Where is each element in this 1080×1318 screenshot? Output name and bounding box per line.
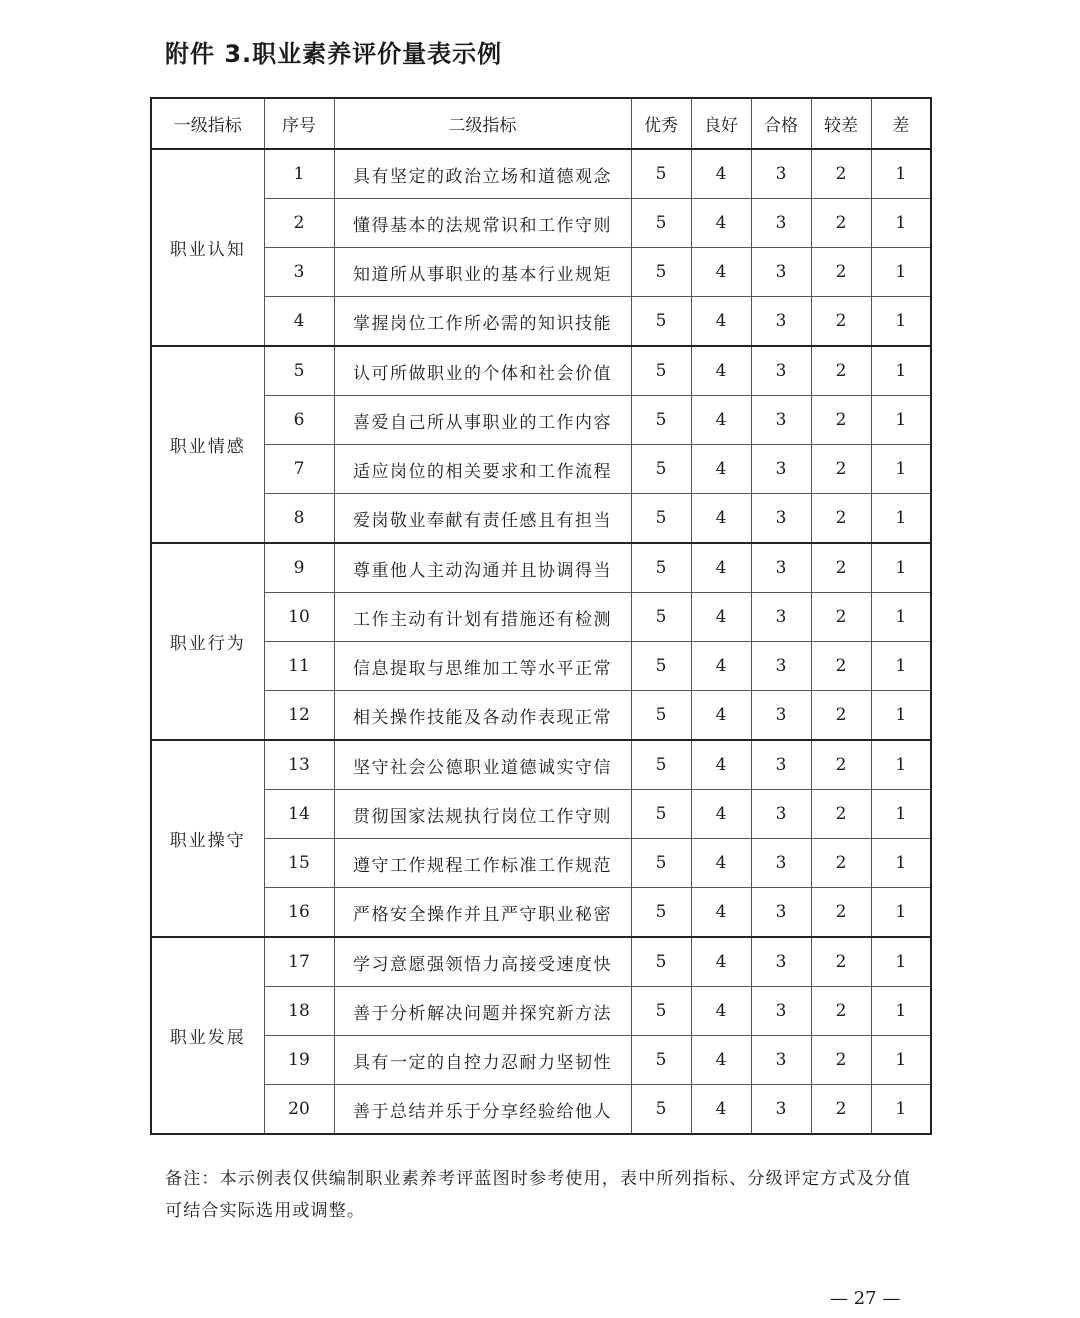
score-bad-cell: 1 (871, 248, 931, 297)
score-bad-cell: 1 (871, 297, 931, 347)
table-row (151, 494, 931, 544)
indicator-cell: 严格安全操作并且严守职业秘密 (334, 888, 631, 938)
score-excellent-cell: 5 (631, 297, 691, 347)
score-pass-cell: 3 (751, 248, 811, 297)
score-pass-cell: 3 (751, 987, 811, 1036)
score-good-cell: 4 (691, 642, 751, 691)
score-bad-cell: 1 (871, 149, 931, 199)
row-number-cell: 20 (264, 1085, 334, 1135)
score-good-cell: 4 (691, 248, 751, 297)
score-poor-cell: 2 (811, 1085, 871, 1135)
score-poor-cell: 2 (811, 937, 871, 987)
score-bad-cell: 1 (871, 937, 931, 987)
row-number-cell: 3 (264, 248, 334, 297)
header-good: 良好 (691, 98, 751, 149)
table-row (151, 937, 931, 987)
indicator-cell: 认可所做职业的个体和社会价值 (334, 346, 631, 396)
table-row (151, 740, 931, 790)
score-good-cell: 4 (691, 839, 751, 888)
header-level1: 一级指标 (151, 98, 264, 149)
table-row (151, 987, 931, 1036)
row-number-cell: 10 (264, 593, 334, 642)
score-excellent-cell: 5 (631, 1085, 691, 1135)
score-good-cell: 4 (691, 396, 751, 445)
indicator-cell: 懂得基本的法规常识和工作守则 (334, 199, 631, 248)
indicator-cell: 信息提取与思维加工等水平正常 (334, 642, 631, 691)
score-poor-cell: 2 (811, 445, 871, 494)
table-row (151, 199, 931, 248)
score-pass-cell: 3 (751, 396, 811, 445)
score-bad-cell: 1 (871, 593, 931, 642)
category-cell: 职业行为 (151, 543, 264, 740)
score-good-cell: 4 (691, 445, 751, 494)
category-cell: 职业发展 (151, 937, 264, 1134)
score-bad-cell: 1 (871, 346, 931, 396)
row-number-cell: 15 (264, 839, 334, 888)
score-good-cell: 4 (691, 740, 751, 790)
score-poor-cell: 2 (811, 543, 871, 593)
score-excellent-cell: 5 (631, 642, 691, 691)
score-bad-cell: 1 (871, 642, 931, 691)
score-good-cell: 4 (691, 543, 751, 593)
table-row (151, 691, 931, 741)
header-bad: 差 (871, 98, 931, 149)
score-pass-cell: 3 (751, 642, 811, 691)
score-pass-cell: 3 (751, 790, 811, 839)
evaluation-scale-table (150, 97, 932, 1135)
row-number-cell: 12 (264, 691, 334, 741)
table-row (151, 445, 931, 494)
score-bad-cell: 1 (871, 1085, 931, 1135)
row-number-cell: 6 (264, 396, 334, 445)
score-poor-cell: 2 (811, 1036, 871, 1085)
score-excellent-cell: 5 (631, 937, 691, 987)
table-row (151, 346, 931, 396)
score-bad-cell: 1 (871, 691, 931, 741)
indicator-cell: 具有坚定的政治立场和道德观念 (334, 149, 631, 199)
indicator-cell: 善于总结并乐于分享经验给他人 (334, 1085, 631, 1135)
category-cell: 职业认知 (151, 149, 264, 346)
indicator-cell: 具有一定的自控力忍耐力坚韧性 (334, 1036, 631, 1085)
indicator-cell: 坚守社会公德职业道德诚实守信 (334, 740, 631, 790)
indicator-cell: 相关操作技能及各动作表现正常 (334, 691, 631, 741)
score-good-cell: 4 (691, 1036, 751, 1085)
score-bad-cell: 1 (871, 396, 931, 445)
table-row (151, 396, 931, 445)
table-body (151, 149, 931, 1134)
score-good-cell: 4 (691, 937, 751, 987)
score-excellent-cell: 5 (631, 987, 691, 1036)
score-pass-cell: 3 (751, 199, 811, 248)
score-pass-cell: 3 (751, 543, 811, 593)
score-pass-cell: 3 (751, 494, 811, 544)
header-excellent: 优秀 (631, 98, 691, 149)
score-bad-cell: 1 (871, 740, 931, 790)
table-row (151, 593, 931, 642)
score-good-cell: 4 (691, 987, 751, 1036)
score-bad-cell: 1 (871, 987, 931, 1036)
table-row (151, 149, 931, 199)
indicator-cell: 学习意愿强领悟力高接受速度快 (334, 937, 631, 987)
score-good-cell: 4 (691, 593, 751, 642)
table-row (151, 1085, 931, 1135)
row-number-cell: 18 (264, 987, 334, 1036)
score-pass-cell: 3 (751, 346, 811, 396)
score-bad-cell: 1 (871, 199, 931, 248)
indicator-cell: 善于分析解决问题并探究新方法 (334, 987, 631, 1036)
score-poor-cell: 2 (811, 790, 871, 839)
row-number-cell: 1 (264, 149, 334, 199)
score-excellent-cell: 5 (631, 691, 691, 741)
score-poor-cell: 2 (811, 593, 871, 642)
table-row (151, 642, 931, 691)
score-poor-cell: 2 (811, 987, 871, 1036)
score-excellent-cell: 5 (631, 199, 691, 248)
indicator-cell: 遵守工作规程工作标准工作规范 (334, 839, 631, 888)
score-excellent-cell: 5 (631, 346, 691, 396)
table-header-row (151, 98, 931, 149)
score-poor-cell: 2 (811, 149, 871, 199)
row-number-cell: 8 (264, 494, 334, 544)
header-level2: 二级指标 (334, 98, 631, 149)
score-pass-cell: 3 (751, 839, 811, 888)
indicator-cell: 爱岗敬业奉献有责任感且有担当 (334, 494, 631, 544)
table-row (151, 839, 931, 888)
row-number-cell: 4 (264, 297, 334, 347)
table-row (151, 790, 931, 839)
score-excellent-cell: 5 (631, 790, 691, 839)
page-number: — 27 — (830, 1288, 901, 1309)
score-poor-cell: 2 (811, 839, 871, 888)
row-number-cell: 7 (264, 445, 334, 494)
score-poor-cell: 2 (811, 740, 871, 790)
remark-note: 备注：本示例表仅供编制职业素养考评蓝图时参考使用，表中所列指标、分级评定方式及分值可结合实际选用或调整。 (165, 1169, 912, 1221)
score-excellent-cell: 5 (631, 593, 691, 642)
indicator-cell: 贯彻国家法规执行岗位工作守则 (334, 790, 631, 839)
table-row (151, 1036, 931, 1085)
score-poor-cell: 2 (811, 494, 871, 544)
indicator-cell: 尊重他人主动沟通并且协调得当 (334, 543, 631, 593)
table-row (151, 248, 931, 297)
row-number-cell: 5 (264, 346, 334, 396)
score-bad-cell: 1 (871, 790, 931, 839)
score-good-cell: 4 (691, 888, 751, 938)
score-poor-cell: 2 (811, 888, 871, 938)
indicator-cell: 知道所从事职业的基本行业规矩 (334, 248, 631, 297)
score-good-cell: 4 (691, 494, 751, 544)
row-number-cell: 2 (264, 199, 334, 248)
row-number-cell: 16 (264, 888, 334, 938)
row-number-cell: 14 (264, 790, 334, 839)
row-number-cell: 9 (264, 543, 334, 593)
score-excellent-cell: 5 (631, 839, 691, 888)
score-pass-cell: 3 (751, 149, 811, 199)
header-poor: 较差 (811, 98, 871, 149)
category-cell: 职业情感 (151, 346, 264, 543)
score-good-cell: 4 (691, 790, 751, 839)
category-cell: 职业操守 (151, 740, 264, 937)
score-bad-cell: 1 (871, 494, 931, 544)
score-pass-cell: 3 (751, 1085, 811, 1135)
score-excellent-cell: 5 (631, 740, 691, 790)
score-good-cell: 4 (691, 691, 751, 741)
score-pass-cell: 3 (751, 445, 811, 494)
score-pass-cell: 3 (751, 593, 811, 642)
score-poor-cell: 2 (811, 396, 871, 445)
score-excellent-cell: 5 (631, 494, 691, 544)
score-good-cell: 4 (691, 199, 751, 248)
indicator-cell: 适应岗位的相关要求和工作流程 (334, 445, 631, 494)
row-number-cell: 11 (264, 642, 334, 691)
score-excellent-cell: 5 (631, 445, 691, 494)
score-pass-cell: 3 (751, 888, 811, 938)
table-row (151, 888, 931, 938)
score-poor-cell: 2 (811, 297, 871, 347)
indicator-cell: 掌握岗位工作所必需的知识技能 (334, 297, 631, 347)
score-good-cell: 4 (691, 297, 751, 347)
score-good-cell: 4 (691, 1085, 751, 1135)
score-excellent-cell: 5 (631, 396, 691, 445)
page-title: 附件 3.职业素养评价量表示例 (165, 40, 503, 68)
score-bad-cell: 1 (871, 839, 931, 888)
score-excellent-cell: 5 (631, 1036, 691, 1085)
score-pass-cell: 3 (751, 740, 811, 790)
score-poor-cell: 2 (811, 248, 871, 297)
score-good-cell: 4 (691, 346, 751, 396)
score-poor-cell: 2 (811, 199, 871, 248)
score-bad-cell: 1 (871, 543, 931, 593)
indicator-cell: 喜爱自己所从事职业的工作内容 (334, 396, 631, 445)
row-number-cell: 19 (264, 1036, 334, 1085)
score-pass-cell: 3 (751, 937, 811, 987)
score-excellent-cell: 5 (631, 248, 691, 297)
score-pass-cell: 3 (751, 1036, 811, 1085)
score-excellent-cell: 5 (631, 543, 691, 593)
score-good-cell: 4 (691, 149, 751, 199)
score-pass-cell: 3 (751, 297, 811, 347)
header-num: 序号 (264, 98, 334, 149)
score-bad-cell: 1 (871, 445, 931, 494)
score-pass-cell: 3 (751, 691, 811, 741)
score-poor-cell: 2 (811, 346, 871, 396)
header-pass: 合格 (751, 98, 811, 149)
row-number-cell: 17 (264, 937, 334, 987)
row-number-cell: 13 (264, 740, 334, 790)
score-poor-cell: 2 (811, 642, 871, 691)
score-poor-cell: 2 (811, 691, 871, 741)
table-row (151, 297, 931, 347)
indicator-cell: 工作主动有计划有措施还有检测 (334, 593, 631, 642)
score-excellent-cell: 5 (631, 149, 691, 199)
score-bad-cell: 1 (871, 1036, 931, 1085)
table-row (151, 543, 931, 593)
score-excellent-cell: 5 (631, 888, 691, 938)
score-bad-cell: 1 (871, 888, 931, 938)
